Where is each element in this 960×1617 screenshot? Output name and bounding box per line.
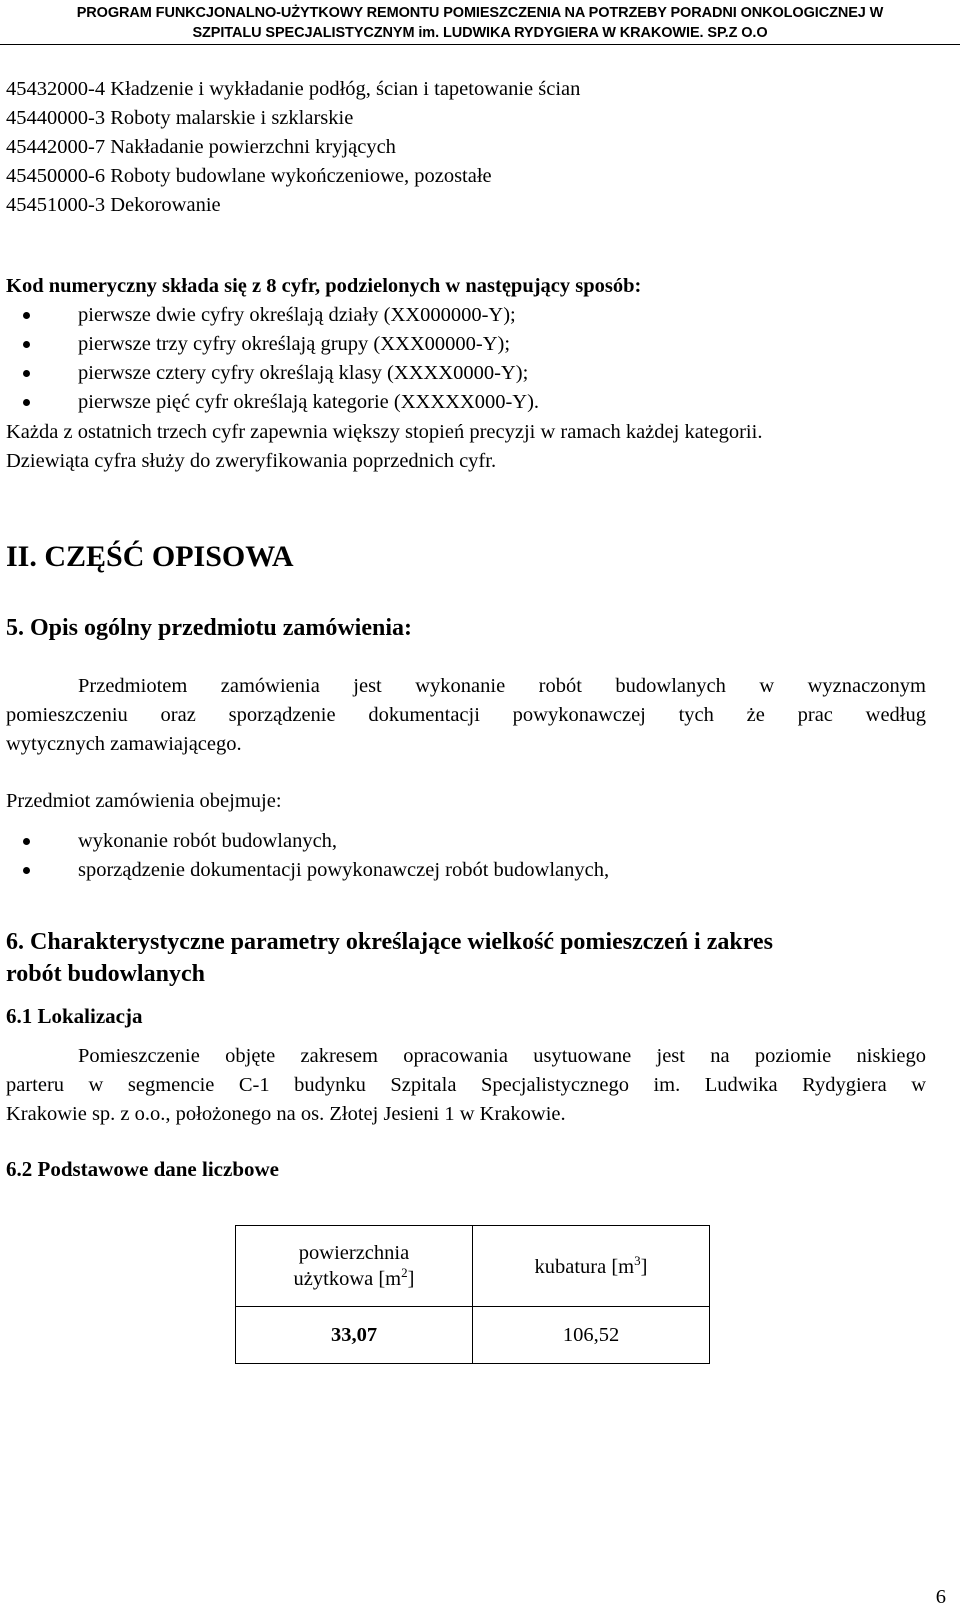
cpv-code: 45451000-3 Dekorowanie: [6, 194, 221, 216]
bullet-icon: [23, 867, 30, 874]
section-6-heading-line-2: robót budowlanych: [6, 961, 205, 987]
list-item: wykonanie robót budowlanych,: [6, 827, 609, 856]
paragraph-line: pomieszczeniu oraz sporządzenie dokumentacji powykonawczej tych że prac według: [6, 704, 926, 726]
bullet-icon: [23, 399, 30, 406]
area-column-header: powierzchnia użytkowa $[m^2]$: [236, 1226, 473, 1307]
list-item: pierwsze trzy cyfry określają grupy (XXX00000-Y);: [6, 330, 539, 359]
paragraph-line: Przedmiotem zamówienia jest wykonanie robót budowlanych w wyznaczonym: [78, 675, 926, 697]
basic-data-table: [235, 1225, 710, 1364]
paragraph-line: Pomieszczenie objęte zakresem opracowania usytuowane jest na poziomie niskiego: [78, 1045, 926, 1067]
table-header-row: [236, 1226, 710, 1307]
cpv-code: 45432000-4 Kładzenie i wykładanie podłóg, ścian i tapetowanie ścian: [6, 78, 581, 100]
table-row: [236, 1307, 710, 1364]
header-line-2: SZPITALU SPECJALISTYCZNYM im. LUDWIKA RYDYGIERA W KRAKOWIE. SP.Z O.O: [192, 25, 768, 41]
bullet-icon: [23, 838, 30, 845]
volume-column-header: kubatura $[m^3]$: [473, 1226, 710, 1307]
paragraph-line: parteru w segmencie C-1 budynku Szpitala Specjalistycznego im. Ludwika Rydygiera w: [6, 1074, 926, 1096]
section-5-heading: 5. Opis ogólny przedmiotu zamówienia:: [6, 615, 412, 641]
paragraph-line: wytycznych zamawiającego.: [6, 733, 242, 755]
bullet-icon: [23, 341, 30, 348]
code-intro: Kod numeryczny składa się z 8 cyfr, podzielonych w następujący sposób:: [6, 275, 642, 297]
volume-value: 106,52: [473, 1307, 710, 1364]
cpv-code: 45440000-3 Roboty malarskie i szklarskie: [6, 107, 354, 129]
section-6-heading-line-1: 6. Charakterystyczne parametry określające wielkość pomieszczeń i zakres: [6, 929, 773, 955]
section-5-paragraph: [6, 672, 926, 759]
section-6-1-heading: 6.1 Lokalizacja: [6, 1004, 143, 1028]
page-number: 6: [935, 1586, 946, 1608]
code-rules-list: [6, 301, 539, 417]
list-item: sporządzenie dokumentacji powykonawczej robót budowlanych,: [6, 856, 609, 885]
list-item: pierwsze dwie cyfry określają działy (XX000000-Y);: [6, 301, 539, 330]
part-heading: II. CZĘŚĆ OPISOWA: [6, 540, 294, 573]
list-item: pierwsze cztery cyfry określają klasy (XXXX0000-Y);: [6, 359, 539, 388]
code-note-1: Każda z ostatnich trzech cyfr zapewnia większy stopień precyzji w ramach każdej kategorii.: [6, 421, 763, 443]
list-item: pierwsze pięć cyfr określają kategorie (XXXXX000-Y).: [6, 388, 539, 417]
bullet-icon: [23, 370, 30, 377]
document-header: [6, 3, 954, 43]
paragraph-line: Krakowie sp. z o.o., położonego na os. Złotej Jesieni 1 w Krakowie.: [6, 1103, 566, 1125]
cpv-code-list: [6, 75, 580, 220]
section-6-2-heading: 6.2 Podstawowe dane liczbowe: [6, 1157, 279, 1181]
bullet-icon: [23, 312, 30, 319]
scope-list: [6, 827, 609, 885]
section-6-1-paragraph: [6, 1042, 926, 1129]
area-value: 33,07: [236, 1307, 473, 1364]
cpv-code: 45450000-6 Roboty budowlane wykończeniowe, pozostałe: [6, 165, 492, 187]
header-divider: [0, 44, 960, 45]
scope-intro: Przedmiot zamówienia obejmuje:: [6, 790, 282, 812]
cpv-code: 45442000-7 Nakładanie powierzchni kryjących: [6, 136, 396, 158]
header-line-1: PROGRAM FUNKCJONALNO-UŻYTKOWY REMONTU POMIESZCZENIA NA POTRZEBY PORADNI ONKOLOGICZNEJ W: [76, 5, 884, 21]
code-note-2: Dziewiąta cyfra służy do zweryfikowania poprzednich cyfr.: [6, 450, 497, 472]
